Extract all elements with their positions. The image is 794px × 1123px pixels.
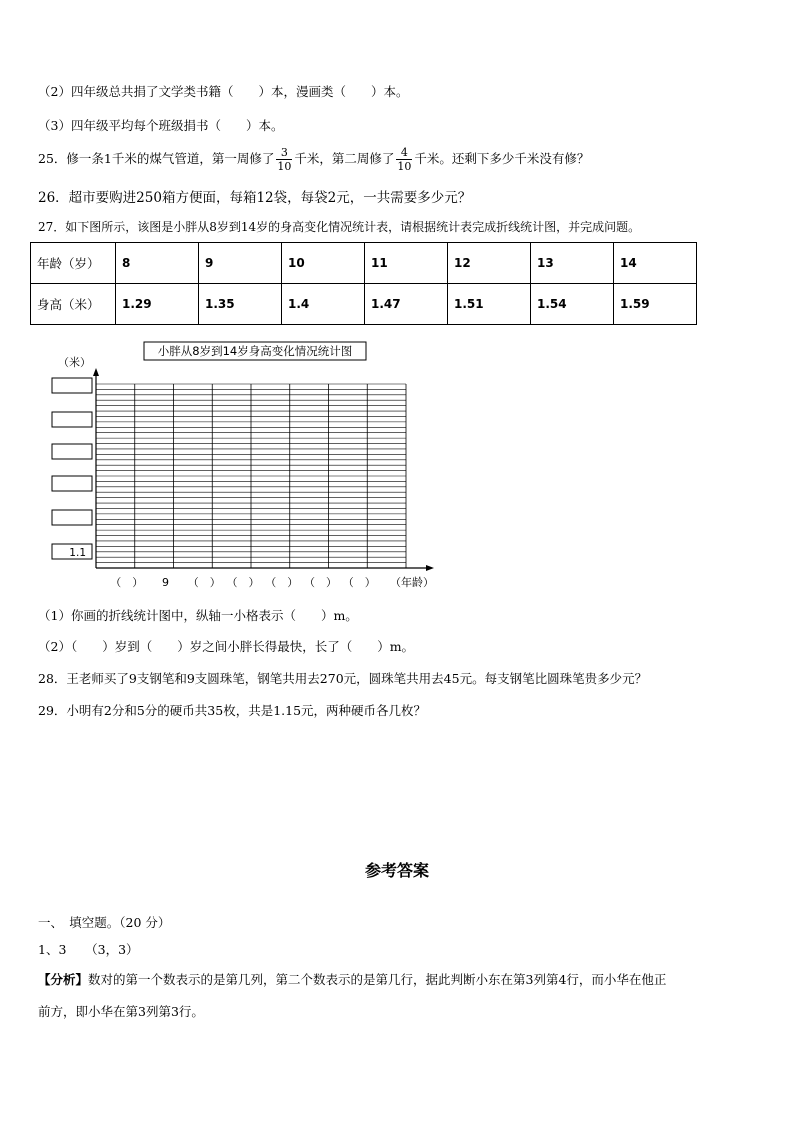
question-29: 29．小明有2分和5分的硬币共35枚，共是1.15元，两种硬币各几枚？ [38, 703, 427, 718]
analysis-line-2: 前方，即小华在第3列第3行。 [38, 1004, 204, 1019]
analysis-text-1: 数对的第一个数表示的是第几列，第二个数表示的是第几行，据此判断小东在第3列第4行，而小华在他正 [88, 972, 667, 987]
x-tick-label: 9 [162, 576, 169, 589]
age-cell: 9 [199, 243, 282, 284]
question-24-3: （3）四年级平均每个班级捐书（ ）本。 [38, 118, 284, 133]
chart-title: 小胖从8岁到14岁身高变化情况统计图 [157, 344, 353, 358]
height-cell: 1.4 [282, 284, 365, 325]
chart-grid [93, 368, 434, 571]
analysis-line-1 [38, 970, 666, 988]
x-axis-label: （年龄） [390, 576, 434, 589]
question-26: 26．超市要购进250箱方便面，每箱12袋，每袋2元，一共需要多少元？ [38, 190, 472, 206]
height-table [30, 242, 697, 325]
question-27-1: （1）你画的折线统计图中，纵轴一小格表示（ ）m。 [38, 608, 358, 623]
y-tick-box [52, 510, 92, 525]
y-axis-label: （米） [58, 356, 91, 369]
question-25-part1: 25．修一条1千米的煤气管道，第一周修了 [38, 151, 275, 166]
answers-title: 参考答案 [364, 861, 429, 880]
height-cell: 1.59 [614, 284, 697, 325]
question-28: 28．王老师买了9支钢笔和9支圆珠笔，钢笔共用去270元，圆珠笔共用去45元。每支钢笔比圆珠笔贵多少元？ [38, 671, 648, 686]
analysis-tag: 【分析】 [38, 972, 89, 987]
x-tick-label: （ ） [187, 576, 221, 589]
age-cell: 13 [531, 243, 614, 284]
y-tick-box [52, 378, 92, 393]
age-cell: 12 [448, 243, 531, 284]
x-tick-labels [110, 576, 376, 589]
answers-section-1: 一、 填空题。（20 分） [38, 915, 171, 930]
question-25-part2: 千米，第二周修了 [294, 151, 395, 166]
x-tick-label: （ ） [226, 576, 260, 589]
height-line-chart [40, 340, 440, 592]
height-cell: 1.51 [448, 284, 531, 325]
x-tick-label: （ ） [110, 576, 144, 589]
y-tick-boxes [52, 378, 92, 559]
x-axis-arrow [426, 565, 434, 571]
age-row [31, 243, 697, 284]
age-cell: 10 [282, 243, 365, 284]
age-header: 年龄（岁） [31, 243, 116, 284]
fraction-3-10: $\frac{3}{10}$ [277, 146, 292, 173]
y-tick-label: 1.1 [69, 547, 86, 559]
y-axis-arrow [93, 368, 99, 376]
x-tick-label: （ ） [265, 576, 299, 589]
fraction-4-10: $\frac{4}{10}$ [397, 146, 412, 173]
height-cell: 1.54 [531, 284, 614, 325]
question-24-2: （2）四年级总共捐了文学类书籍（ ）本，漫画类（ ）本。 [38, 84, 409, 99]
question-25-part3: 千米。还剩下多少千米没有修？ [414, 151, 590, 166]
age-cell: 11 [365, 243, 448, 284]
height-header: 身高（米） [31, 284, 116, 325]
age-cell: 8 [116, 243, 199, 284]
y-tick-box [52, 412, 92, 427]
height-cell: 1.35 [199, 284, 282, 325]
question-27: 27．如下图所示，该图是小胖从8岁到14岁的身高变化情况统计表，请根据统计表完成折线统计图，并完成问题。 [38, 220, 641, 234]
height-cell: 1.29 [116, 284, 199, 325]
height-row [31, 284, 697, 325]
answers-item-1: 1、3 （3，3） [38, 942, 139, 957]
age-cell: 14 [614, 243, 697, 284]
x-tick-label: （ ） [342, 576, 376, 589]
x-tick-label: （ ） [304, 576, 337, 589]
y-tick-box [52, 476, 92, 491]
height-cell: 1.47 [365, 284, 448, 325]
question-27-2: （2）（ ）岁到（ ）岁之间小胖长得最快，长了（ ）m。 [38, 639, 415, 654]
question-25 [38, 142, 589, 176]
y-tick-box [52, 444, 92, 459]
